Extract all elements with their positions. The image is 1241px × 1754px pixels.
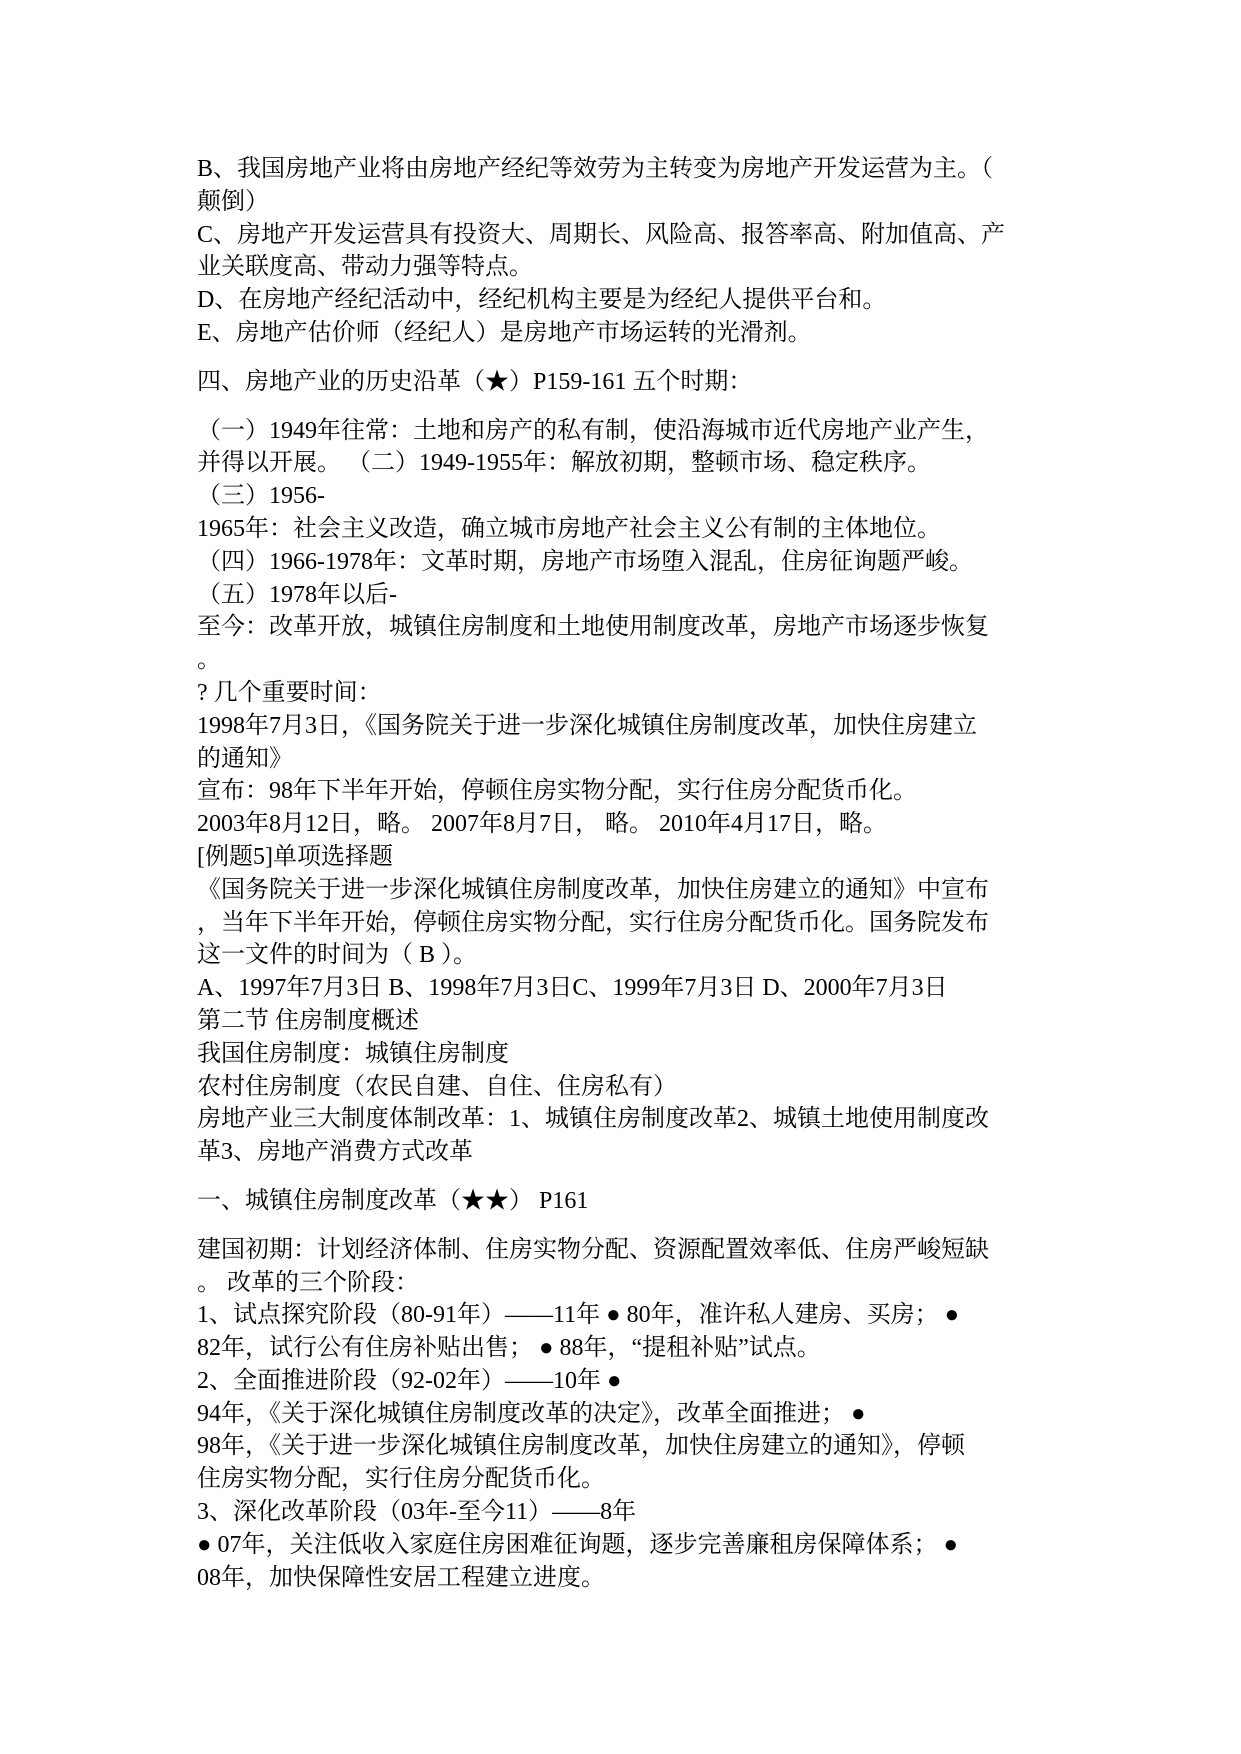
text-line: 住房实物分配，实行住房分配货币化。 — [197, 1466, 605, 1493]
text-line: 我国住房制度：城镇住房制度 — [197, 1040, 509, 1067]
question-text: 《国务院关于进一步深化城镇住房制度改革，加快住房建立的通知》中宣布 — [197, 876, 989, 903]
text-line: 农村住房制度（农民自建、自住、住房私有） — [197, 1073, 677, 1100]
stage-line: 3、深化改革阶段（03年-至今11）——8年 — [197, 1499, 637, 1526]
text-line: 98年，《关于进一步深化城镇住房制度改革，加快住房建立的通知》，停顿 — [197, 1433, 965, 1460]
text-line: 建国初期：计划经济体制、住房实物分配、资源配置效率低、住房严峻短缺 — [197, 1236, 989, 1263]
text-line: 的通知》 — [197, 745, 293, 772]
text-line: 颠倒） — [197, 188, 269, 215]
answer-options: A、1997年7月3日 B、1998年7月3日C、1999年7月3日 D、2000年7月3日 — [197, 975, 948, 1002]
document-body — [197, 153, 1197, 1594]
text-line: 2003年8月12日，略。 2007年8月7日， 略。 2010年4月17日，略。 — [197, 811, 887, 838]
option-b-text: B、我国房地产业将由房地产经纪等效劳为主转变为房地产开发运营为主。（ — [197, 156, 994, 182]
text-line: 至今：改革开放，城镇住房制度和土地使用制度改革，房地产市场逐步恢复 — [197, 614, 989, 641]
question-text: ，当年下半年开始，停顿住房实物分配，实行住房分配货币化。国务院发布 — [197, 909, 989, 936]
section-heading: 第二节 住房制度概述 — [197, 1007, 419, 1034]
text-line: 1998年7月3日，《国务院关于进一步深化城镇住房制度改革，加快住房建立 — [197, 712, 977, 739]
text-line: （四）1966-1978年：文革时期，房地产市场堕入混乱，住房征询题严峻。 — [197, 548, 973, 575]
text-line: 08年，加快保障性安居工程建立进度。 — [197, 1564, 605, 1591]
text-line: 革3、房地产消费方式改革 — [197, 1139, 473, 1166]
text-line: ● 07年，关注低收入家庭住房困难征询题，逐步完善廉租房保障体系； ● — [197, 1531, 958, 1558]
option-e-text: E、房地产估价师（经纪人）是房地产市场运转的光滑剂。 — [197, 319, 812, 346]
text-line: 。 改革的三个阶段： — [197, 1269, 419, 1296]
text-line: 并得以开展。 （二）1949-1955年：解放初期，整顿市场、稳定秩序。 — [197, 450, 931, 477]
subheading: ? 几个重要时间： — [197, 679, 382, 706]
text-line: 业关联度高、带动力强等特点。 — [197, 254, 533, 281]
text-line: （一）1949年往常：土地和房产的私有制，使沿海城市近代房地产业产生， — [197, 417, 989, 444]
section-heading: 一、城镇住房制度改革（★★） P161 — [197, 1187, 589, 1214]
stage-line: 2、全面推进阶段（92-02年）——10年 ● — [197, 1367, 622, 1394]
option-c-text: C、房地产开发运营具有投资大、周期长、风险高、报答率高、附加值高、产 — [197, 221, 1006, 248]
option-d-text: D、在房地产经纪活动中，经纪机构主要是为经纪人提供平台和。 — [197, 287, 887, 314]
text-line: 94年，《关于深化城镇住房制度改革的决定》，改革全面推进； ● — [197, 1400, 866, 1427]
text-line: （五）1978年以后- — [197, 581, 397, 608]
text-line: 82年，试行公有住房补贴出售； ● 88年，“提租补贴”试点。 — [197, 1335, 821, 1362]
text-line: 房地产业三大制度体制改革：1、城镇住房制度改革2、城镇土地使用制度改 — [197, 1106, 989, 1133]
text-line: 1965年：社会主义改造，确立城市房地产社会主义公有制的主体地位。 — [197, 515, 941, 542]
question-text: 这一文件的时间为（ B ）。 — [197, 942, 478, 969]
text-line: 宣布：98年下半年开始，停顿住房实物分配，实行住房分配货币化。 — [197, 778, 917, 805]
text-line: （三）1956- — [197, 483, 325, 510]
stage-line: 1、试点探究阶段（80-91年）——11年 ● 80年，准许私人建房、买房； ● — [197, 1302, 960, 1329]
example-question-label: [例题5]单项选择题 — [197, 843, 393, 870]
text-line: 。 — [197, 647, 221, 674]
section-heading: 四、房地产业的历史沿革（★）P159-161 五个时期： — [197, 368, 753, 395]
